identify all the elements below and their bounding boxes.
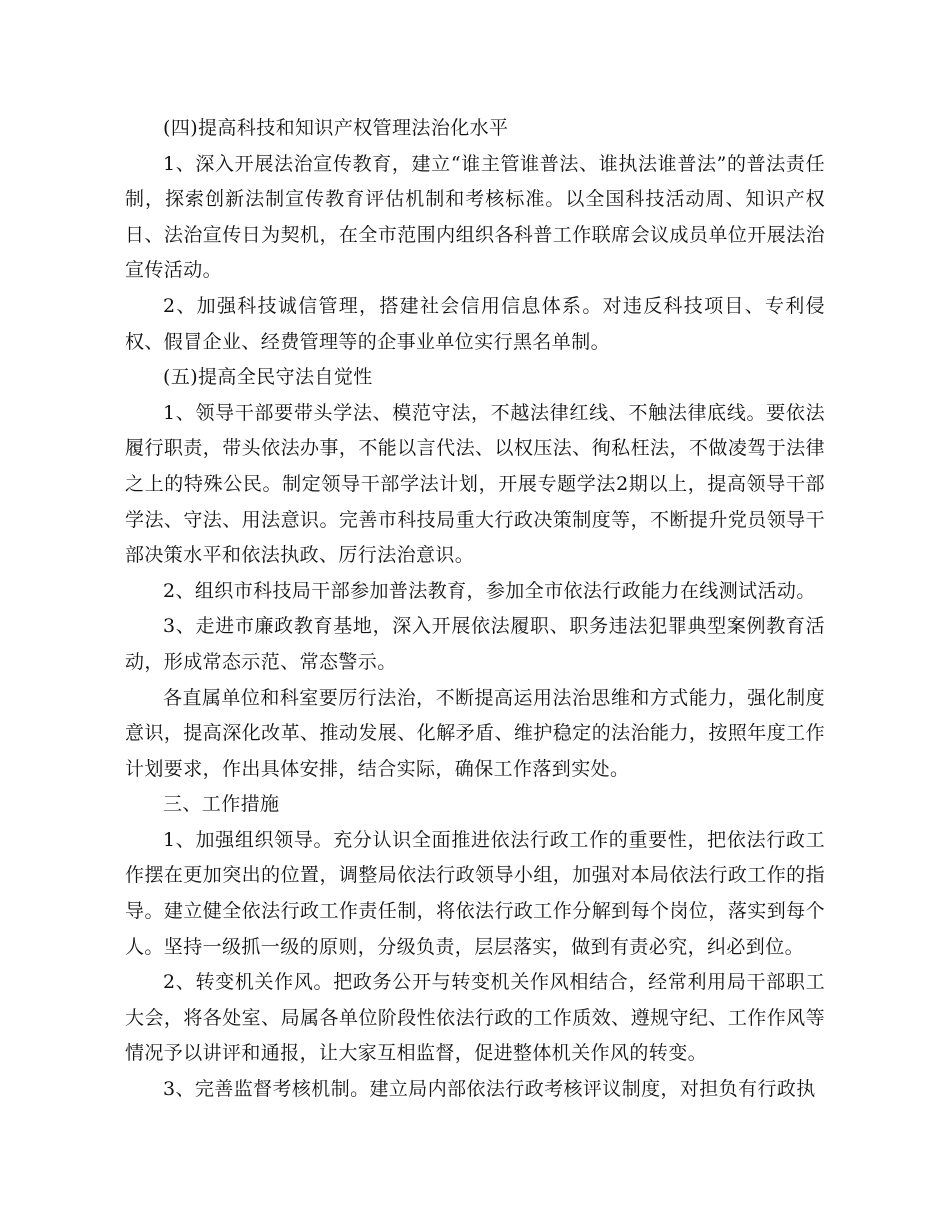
paragraph-legal-publicity: 1、深入开展法治宣传教育，建立“谁主管谁普法、谁执法谁普法”的普法责任制，探索创新法制宣传教育评估机制和考核标准。以全国科技活动周、知识产权日、法治宣传日为契机，在全市范围内组织各科普工作联席会议成员单位开展法治宣传活动。	[125, 152, 825, 282]
paragraph-work-style: 2、转变机关作风。把政务公开与转变机关作风相结合，经常利用局干部职工大会，将各处室、局属各单位阶段性依法行政的工作质效、遵规守纪、工作作风等情况予以讲评和通报，让大家互相监督，促进整体机关作风的转变。	[125, 971, 825, 1065]
paragraph-organization-leadership: 1、加强组织领导。充分认识全面推进依法行政工作的重要性，把依法行政工作摆在更加突出的位置，调整局依法行政领导小组，加强对本局依法行政工作的指导。建立健全依法行政工作责任制，将依法行政工作分解到每个岗位，落实到每个人。坚持一级抓一级的原则，分级负责，层层落实，做到有责必究，纠必到位。	[125, 828, 825, 958]
paragraph-credit-management: 2、加强科技诚信管理，搭建社会信用信息体系。对违反科技项目、专利侵权、假冒企业、经费管理等的企事业单位实行黑名单制。	[125, 294, 825, 353]
paragraph-supervision-assessment: 3、完善监督考核机制。建立局内部依法行政考核评议制度，对担负有行政执	[163, 1078, 816, 1101]
document-body	[125, 111, 825, 1108]
section-heading-measures: 三、工作措施	[163, 793, 280, 816]
paragraph-units-rule-of-law: 各直属单位和科室要厉行法治，不断提高运用法治思维和方式能力，强化制度意识，提高深化改革、推动发展、化解矛盾、维护稳定的法治能力，按照年度工作计划要求，作出具体安排，结合实际，确保工作落到实处。	[125, 686, 825, 780]
paragraph-law-education: 2、组织市科技局干部参加普法教育，参加全市依法行政能力在线测试活动。	[163, 579, 816, 602]
section-heading-five: (五)提高全民守法自觉性	[163, 366, 373, 389]
paragraph-integrity-base: 3、走进市廉政教育基地，深入开展依法履职、职务违法犯罪典型案例教育活动，形成常态示范、常态警示。	[125, 615, 825, 673]
paragraph-leaders-study-law: 1、领导干部要带头学法、模范守法，不越法律红线、不触法律底线。要依法履行职责，带头依法办事，不能以言代法、以权压法、徇私枉法，不做凌驾于法律之上的特殊公民。制定领导干部学法计划，开展专题学法2期以上，提高领导干部学法、守法、用法意识。完善市科技局重大行政决策制度等，不断提升党员领导干部决策水平和依法执政、厉行法治意识。	[125, 401, 825, 567]
section-heading-four: (四)提高科技和知识产权管理法治化水平	[163, 117, 509, 139]
